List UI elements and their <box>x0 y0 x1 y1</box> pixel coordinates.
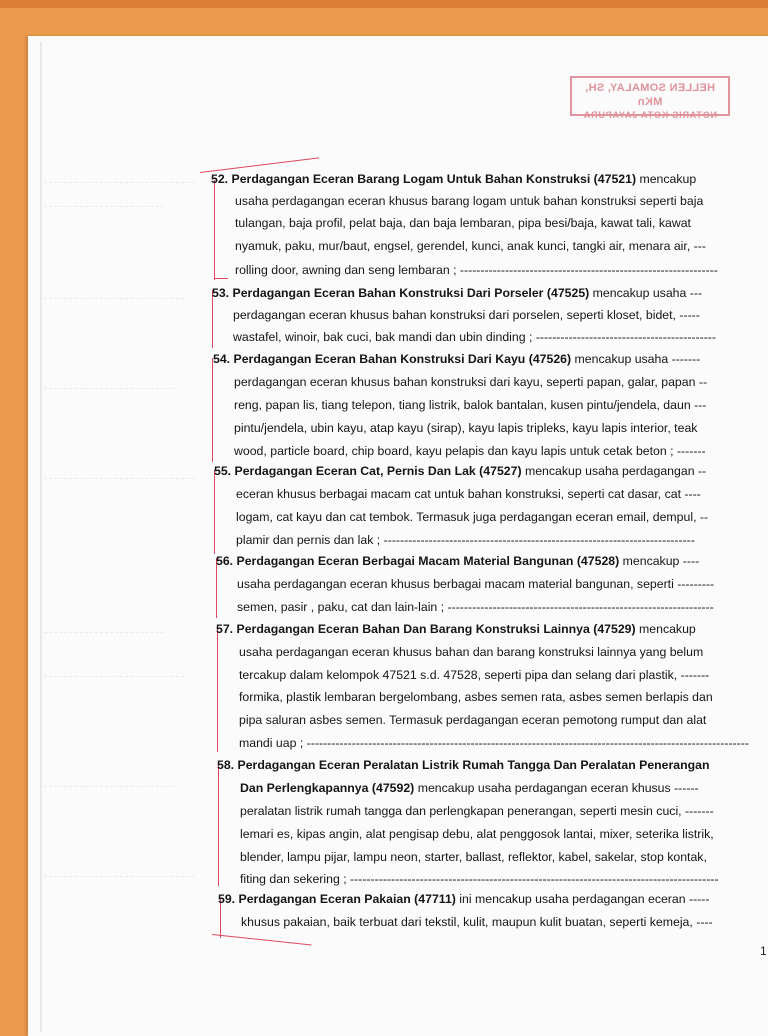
item-line: pintu/jendela, ubin kayu, atap kayu (sirap), kayu lapis tripleks, kayu lapis interior, teak <box>234 421 698 435</box>
item-number: 58. <box>217 758 238 772</box>
item-tail: mencakup usaha perdagangan -- <box>521 464 707 478</box>
item-line: tulangan, baja profil, pelat baja, dan baja lembaran, pipa besi/baja, kawat tali, kawat <box>235 216 691 230</box>
item-line: fiting dan sekering ; ------------------------------------------------------------------------------------------ <box>240 872 719 886</box>
item-line: khusus pakaian, baik terbuat dari tekstil, kulit, maupun kulit buatan, seperti kemeja, ---- <box>241 915 713 929</box>
item-line: blender, lampu pijar, lampu neon, starter, ballast, reflektor, kabel, sakelar, stop kontak, <box>240 850 707 864</box>
item-line: reng, papan lis, tiang telepon, tiang listrik, balok bantalan, kusen pintu/jendela, daun --- <box>234 398 707 412</box>
item-number: 55. <box>214 464 235 478</box>
item-tail: mencakup <box>636 172 697 186</box>
page-number: 1 <box>760 944 767 958</box>
item-title: Perdagangan Eceran Pakaian (47711) <box>238 892 456 906</box>
item-title: Perdagangan Eceran Barang Logam Untuk Bahan Konstruksi (47521) <box>231 172 637 186</box>
item-tail: mencakup usaha --- <box>589 286 703 300</box>
item-number: 54. <box>213 352 234 366</box>
item-tail: mencakup usaha ------- <box>571 352 701 366</box>
item-line: perdagangan eceran khusus bahan konstruksi dari porselen, seperti kloset, bidet, ----- <box>233 308 700 322</box>
red-bracket <box>218 764 219 886</box>
item-line: usaha perdagangan eceran khusus berbagai macam material bangunan, seperti --------- <box>237 577 715 591</box>
item-number: 52. <box>211 172 232 186</box>
item-line: mandi uap ; ------------------------------------------------------------------------------------------------------------ <box>239 736 749 750</box>
stamp-title: NOTARIS KOTA JAYAPURA <box>583 110 717 120</box>
item-title-continued: Dan Perlengkapannya (47592) <box>240 781 415 795</box>
item-line: logam, cat kayu dan cat tembok. Termasuk juga perdagangan eceran email, dempul, -- <box>236 510 709 524</box>
item-title: Perdagangan Eceran Bahan Konstruksi Dari Kayu (47526) <box>233 352 572 366</box>
item-tail: mencakup usaha perdagangan eceran khusus ------ <box>414 781 699 795</box>
item-line: plamir dan pernis dan lak ; ---------------------------------------------------------------------------- <box>236 533 695 547</box>
item-title: Perdagangan Eceran Berbagai Macam Material Bangunan (47528) <box>236 554 620 568</box>
item-title: Perdagangan Eceran Bahan Konstruksi Dari Porseler (47525) <box>232 286 590 300</box>
stamp-name: HELLEN SOMALAY, SH, MKn <box>585 82 715 108</box>
item-line: usaha perdagangan eceran khusus barang logam untuk bahan konstruksi seperti baja <box>235 194 704 208</box>
item-line: formika, plastik lembaran bergelombang, asbes semen rata, asbes semen berlapis dan <box>239 690 713 704</box>
red-bracket <box>217 628 218 752</box>
item-line: nyamuk, paku, mur/baut, engsel, gerendel, kunci, anak kunci, tangki air, menara air, --- <box>235 239 706 253</box>
item-line: lemari es, kipas angin, alat pengisap debu, alat penggosok lantai, mixer, seterika listrik, <box>240 827 714 841</box>
item-title: Perdagangan Eceran Cat, Pernis Dan Lak (47527) <box>234 464 522 478</box>
item-title: Perdagangan Eceran Bahan Dan Barang Konstruksi Lainnya (47529) <box>236 622 636 636</box>
item-title: Perdagangan Eceran Peralatan Listrik Rumah Tangga Dan Peralatan Penerangan <box>237 758 710 772</box>
item-tail: mencakup <box>635 622 696 636</box>
item-number: 57. <box>216 622 237 636</box>
item-tail: ini mencakup usaha perdagangan eceran ----- <box>455 892 710 906</box>
item-tail: mencakup ---- <box>619 554 700 568</box>
red-bracket <box>214 180 215 280</box>
item-line: eceran khusus berbagai macam cat untuk bahan konstruksi, seperti cat dasar, cat ---- <box>236 487 701 501</box>
item-line: rolling door, awning dan seng lembaran ; --------------------------------------------------------------- <box>235 263 718 277</box>
item-line: pipa saluran asbes semen. Termasuk perdagangan eceran pemotong rumput dan alat <box>239 713 707 727</box>
item-line: wood, particle board, chip board, kayu pelapis dan kayu lapis untuk cetak beton ; ------- <box>234 444 706 458</box>
red-bracket <box>212 358 213 462</box>
item-line: semen, pasir , paku, cat dan lain-lain ; ----------------------------------------------------------------- <box>237 600 714 614</box>
item-line: usaha perdagangan eceran khusus bahan dan barang konstruksi lainnya yang belum <box>239 645 704 659</box>
item-line: peralatan listrik rumah tangga dan perlengkapan penerangan, seperti mesin cuci, ------- <box>240 804 714 818</box>
item-line: perdagangan eceran khusus bahan konstruksi dari kayu, seperti papan, galar, papan -- <box>234 375 708 389</box>
item-number: 53. <box>212 286 233 300</box>
item-number: 59. <box>218 892 239 906</box>
item-line: tercakup dalam kelompok 47521 s.d. 47528, seperti pipa dan selang dari plastik, ------- <box>239 668 710 682</box>
item-number: 56. <box>216 554 237 568</box>
red-bracket-foot <box>214 278 228 279</box>
red-bracket <box>214 470 215 554</box>
item-line: wastafel, winoir, bak cuci, bak mandi dan ubin dinding ; -------------------------------------------- <box>233 330 716 344</box>
